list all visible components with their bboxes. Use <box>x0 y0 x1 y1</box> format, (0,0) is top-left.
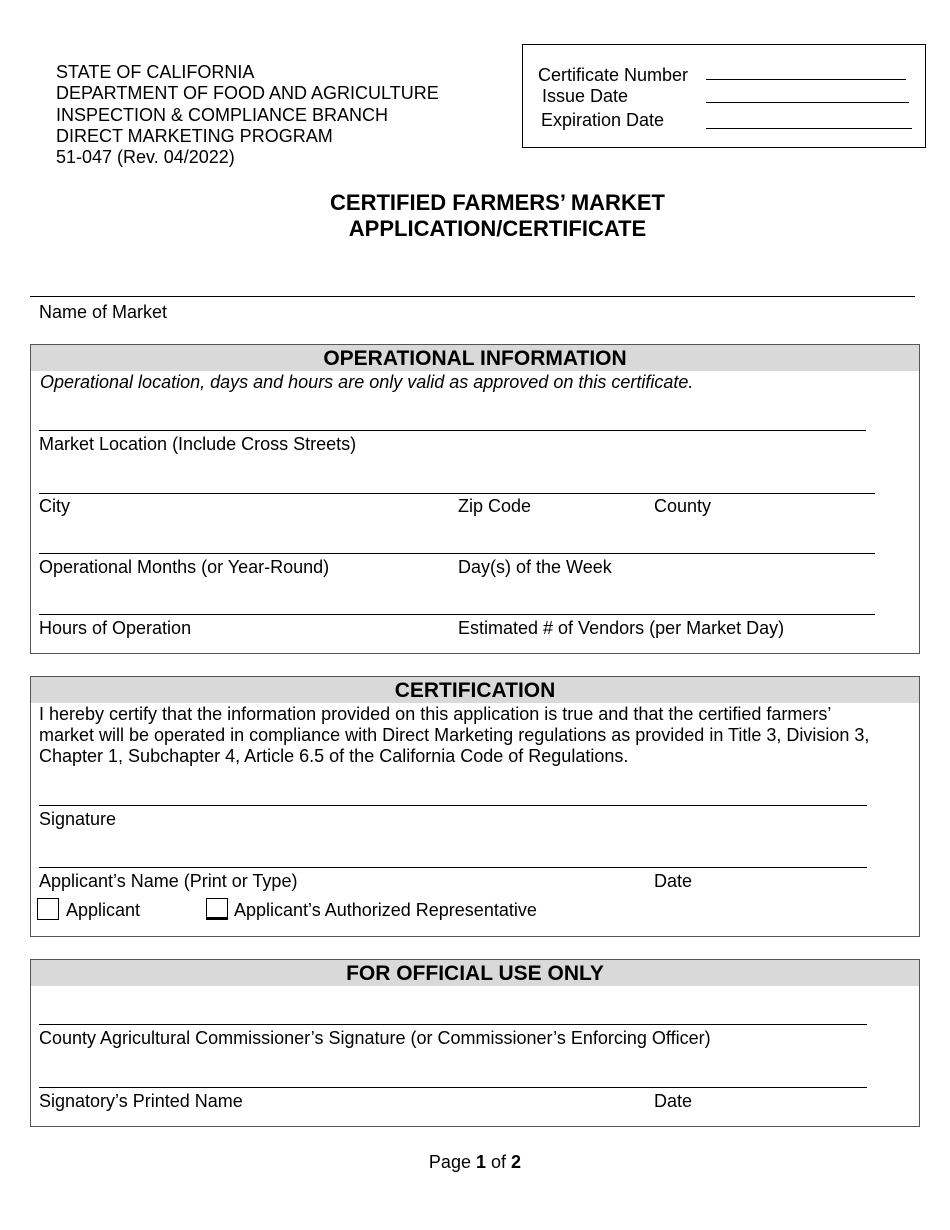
certificate-number-label: Certificate Number <box>538 65 689 85</box>
certification-statement-line-3: Chapter 1, Subchapter 4, Article 6.5 of the California Code of Regulations. <box>39 746 629 766</box>
estimated-vendors-label: Estimated # of Vendors (per Market Day) <box>458 618 785 638</box>
months-days-field[interactable] <box>39 553 875 554</box>
form-number: 51-047 (Rev. 04/2022) <box>56 147 235 168</box>
market-location-label: Market Location (Include Cross Streets) <box>39 434 357 454</box>
expiration-date-field[interactable] <box>706 128 912 129</box>
page-indicator <box>0 1152 950 1173</box>
applicant-date-label: Date <box>654 871 693 891</box>
operational-months-label: Operational Months (or Year-Round) <box>39 557 330 577</box>
agency-line-program: DIRECT MARKETING PROGRAM <box>56 125 333 146</box>
certification-section <box>30 676 920 937</box>
form-title-line-1: CERTIFIED FARMERS’ MARKET <box>330 190 665 215</box>
of-word: of <box>491 1152 507 1172</box>
current-page-number: 1 <box>475 1152 486 1172</box>
hours-of-operation-label: Hours of Operation <box>39 618 192 638</box>
signatory-printed-name-label: Signatory’s Printed Name <box>39 1091 243 1111</box>
official-use-heading: FOR OFFICIAL USE ONLY <box>31 960 919 986</box>
page-word: Page <box>428 1152 471 1172</box>
market-name-label: Name of Market <box>39 302 168 322</box>
city-zip-county-field[interactable] <box>39 493 875 494</box>
form-title-line-2: APPLICATION/CERTIFICATE <box>348 216 647 241</box>
commissioner-signature-field[interactable] <box>39 1024 867 1025</box>
agency-header <box>56 62 439 168</box>
official-use-section <box>30 959 920 1127</box>
certification-heading: CERTIFICATION <box>31 677 919 703</box>
operational-note: Operational location, days and hours are only valid as approved on this certificate. <box>40 372 694 392</box>
applicant-checkbox[interactable] <box>37 898 59 920</box>
zip-code-label: Zip Code <box>458 496 532 516</box>
issue-date-field[interactable] <box>706 102 909 103</box>
certificate-number-field[interactable] <box>706 79 906 80</box>
total-pages-number: 2 <box>511 1152 522 1172</box>
operational-information-heading: OPERATIONAL INFORMATION <box>31 345 919 371</box>
issue-date-label: Issue Date <box>542 86 629 106</box>
applicant-option-label: Applicant <box>66 900 141 920</box>
authorized-representative-option-label: Applicant’s Authorized Representative <box>234 900 537 920</box>
form-title <box>0 190 950 242</box>
signature-field[interactable] <box>39 805 867 806</box>
days-of-week-label: Day(s) of the Week <box>458 557 612 577</box>
operational-information-section <box>30 344 920 654</box>
official-date-label: Date <box>654 1091 693 1111</box>
certification-statement-line-2: market will be operated in compliance with Direct Marketing regulations as provided in Title 3, Division 3, <box>39 725 870 745</box>
commissioner-signature-label: County Agricultural Commissioner’s Signature (or Commissioner’s Enforcing Officer) <box>39 1028 711 1048</box>
certification-statement <box>39 704 919 767</box>
applicant-name-label: Applicant’s Name (Print or Type) <box>39 871 298 891</box>
signature-label: Signature <box>39 809 117 829</box>
certificate-info-box <box>522 44 926 148</box>
market-name-field[interactable] <box>30 296 915 297</box>
agency-line-state: STATE OF CALIFORNIA <box>56 62 255 82</box>
hours-vendors-field[interactable] <box>39 614 875 615</box>
certification-statement-line-1: I hereby certify that the information provided on this application is true and that the certified farmers’ <box>39 704 832 724</box>
city-label: City <box>39 496 70 516</box>
agency-line-branch: INSPECTION & COMPLIANCE BRANCH <box>56 104 389 125</box>
county-label: County <box>654 496 712 516</box>
authorized-representative-checkbox[interactable] <box>206 898 228 920</box>
market-location-field[interactable] <box>39 430 866 431</box>
expiration-date-label: Expiration Date <box>541 110 665 130</box>
applicant-name-field[interactable] <box>39 867 867 868</box>
agency-line-department: DEPARTMENT OF FOOD AND AGRICULTURE <box>56 83 439 104</box>
signatory-printed-name-field[interactable] <box>39 1087 867 1088</box>
